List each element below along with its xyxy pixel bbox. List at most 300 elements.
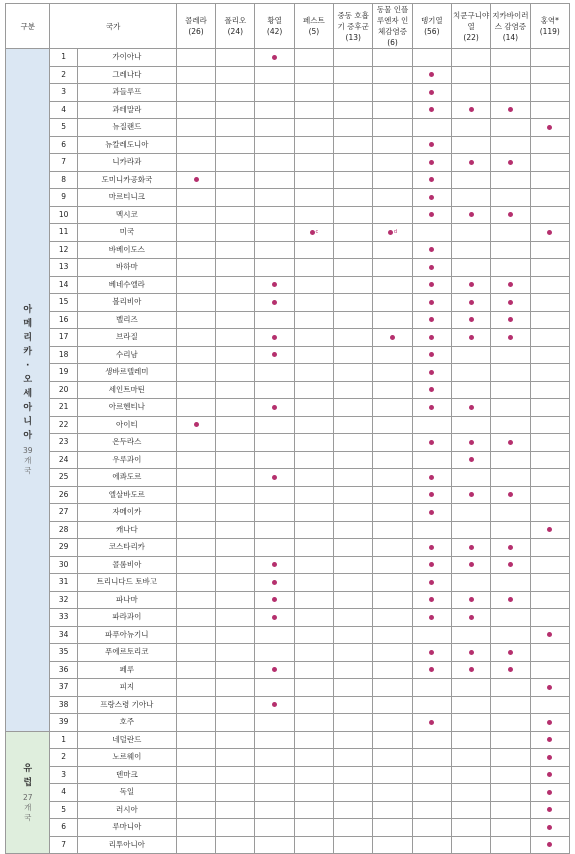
disease-cell <box>491 311 530 329</box>
region-name-char: 세 <box>23 389 33 400</box>
region-name-char: 아 <box>23 305 33 316</box>
disease-cell <box>373 381 412 399</box>
disease-cell <box>334 189 373 207</box>
row-number: 19 <box>50 364 77 382</box>
disease-cell <box>412 469 451 487</box>
disease-cell <box>294 731 333 749</box>
disease-cell <box>412 136 451 154</box>
table-row <box>6 626 570 644</box>
disease-cell <box>530 556 569 574</box>
disease-cell <box>491 486 530 504</box>
disease-cell <box>491 294 530 312</box>
table-row <box>6 504 570 522</box>
disease-cell <box>255 136 294 154</box>
country-name: 베네수엘라 <box>77 276 176 294</box>
disease-cell <box>176 259 215 277</box>
disease-cell <box>451 661 490 679</box>
disease-cell <box>451 451 490 469</box>
disease-cell <box>176 696 215 714</box>
disease-cell <box>373 609 412 627</box>
disease-cell <box>491 469 530 487</box>
disease-count: (22) <box>463 32 479 42</box>
occurrence-dot-icon <box>429 282 434 287</box>
country-name: 과들루프 <box>77 84 176 102</box>
disease-cell <box>176 49 215 67</box>
disease-cell <box>491 644 530 662</box>
disease-cell <box>294 766 333 784</box>
disease-cell <box>530 399 569 417</box>
disease-cell <box>216 609 255 627</box>
occurrence-dot-icon <box>429 317 434 322</box>
table-row <box>6 66 570 84</box>
disease-cell <box>216 346 255 364</box>
disease-cell <box>412 311 451 329</box>
disease-cell <box>373 556 412 574</box>
disease-cell <box>176 556 215 574</box>
disease-cell <box>412 119 451 137</box>
disease-cell <box>176 469 215 487</box>
disease-cell <box>491 661 530 679</box>
region-count <box>6 793 49 823</box>
table-row <box>6 574 570 592</box>
row-number: 39 <box>50 714 77 732</box>
disease-cell <box>216 591 255 609</box>
disease-cell <box>255 679 294 697</box>
occurrence-dot-icon <box>429 492 434 497</box>
occurrence-dot-icon <box>429 142 434 147</box>
disease-cell <box>373 329 412 347</box>
table-row <box>6 819 570 837</box>
occurrence-dot-icon <box>508 282 513 287</box>
disease-cell <box>373 136 412 154</box>
country-name: 생바르텔레미 <box>77 364 176 382</box>
disease-cell <box>294 574 333 592</box>
row-number: 16 <box>50 311 77 329</box>
disease-cell <box>491 259 530 277</box>
disease-cell <box>334 539 373 557</box>
disease-cell <box>373 49 412 67</box>
row-number: 2 <box>50 749 77 767</box>
disease-cell <box>530 836 569 854</box>
disease-cell <box>294 679 333 697</box>
disease-cell <box>530 731 569 749</box>
table-row <box>6 381 570 399</box>
row-number: 28 <box>50 521 77 539</box>
disease-cell <box>294 399 333 417</box>
disease-cell <box>334 521 373 539</box>
occurrence-dot-icon <box>429 177 434 182</box>
disease-cell <box>412 766 451 784</box>
country-name: 페루 <box>77 661 176 679</box>
disease-cell <box>216 276 255 294</box>
disease-cell <box>412 819 451 837</box>
occurrence-dot-icon <box>429 405 434 410</box>
country-name: 바하마 <box>77 259 176 277</box>
disease-cell <box>491 521 530 539</box>
occurrence-dot-icon <box>272 55 277 60</box>
disease-cell <box>530 714 569 732</box>
disease-cell <box>294 294 333 312</box>
disease-cell <box>176 154 215 172</box>
disease-cell <box>294 259 333 277</box>
disease-cell <box>373 84 412 102</box>
disease-cell <box>491 171 530 189</box>
disease-cell <box>491 591 530 609</box>
disease-cell <box>373 346 412 364</box>
disease-cell <box>334 451 373 469</box>
disease-cell <box>176 136 215 154</box>
table-row <box>6 749 570 767</box>
country-name: 트리니다드 토바고 <box>77 574 176 592</box>
disease-cell <box>176 416 215 434</box>
disease-cell <box>255 714 294 732</box>
disease-cell <box>412 696 451 714</box>
row-number: 11 <box>50 224 77 242</box>
disease-cell <box>491 434 530 452</box>
disease-cell <box>530 696 569 714</box>
disease-cell <box>176 399 215 417</box>
disease-cell <box>412 521 451 539</box>
disease-cell <box>255 154 294 172</box>
country-name: 푸에르토리코 <box>77 644 176 662</box>
disease-cell <box>294 469 333 487</box>
disease-name: 뎅기열 <box>420 16 443 25</box>
disease-cell <box>412 101 451 119</box>
disease-cell <box>530 259 569 277</box>
disease-cell <box>216 259 255 277</box>
disease-cell <box>530 294 569 312</box>
occurrence-dot-icon <box>429 370 434 375</box>
disease-cell <box>176 66 215 84</box>
country-name: 미국 <box>77 224 176 242</box>
disease-cell <box>530 644 569 662</box>
row-number: 15 <box>50 294 77 312</box>
disease-cell <box>412 451 451 469</box>
disease-cell <box>530 276 569 294</box>
country-name: 자메이카 <box>77 504 176 522</box>
occurrence-dot-icon <box>469 405 474 410</box>
row-number: 37 <box>50 679 77 697</box>
disease-cell <box>294 749 333 767</box>
occurrence-dot-icon <box>429 387 434 392</box>
disease-cell <box>451 819 490 837</box>
disease-cell <box>451 836 490 854</box>
disease-cell <box>412 679 451 697</box>
disease-cell <box>412 259 451 277</box>
disease-cell <box>334 469 373 487</box>
row-number: 7 <box>50 836 77 854</box>
disease-country-table <box>5 3 570 854</box>
occurrence-dot-icon <box>547 755 552 760</box>
disease-cell <box>373 486 412 504</box>
table-body <box>6 49 570 854</box>
region-name <box>6 762 49 790</box>
occurrence-dot-icon <box>429 335 434 340</box>
disease-cell <box>412 434 451 452</box>
disease-cell <box>451 469 490 487</box>
occurrence-dot-icon <box>429 300 434 305</box>
disease-cell <box>451 206 490 224</box>
disease-cell <box>176 626 215 644</box>
table-row <box>6 521 570 539</box>
disease-cell <box>255 171 294 189</box>
disease-cell <box>216 434 255 452</box>
disease-cell <box>294 696 333 714</box>
row-number: 17 <box>50 329 77 347</box>
disease-cell <box>491 189 530 207</box>
disease-name: 콜레라 <box>185 16 207 25</box>
occurrence-dot-icon <box>469 457 474 462</box>
row-number: 4 <box>50 784 77 802</box>
disease-cell <box>491 276 530 294</box>
disease-cell <box>334 294 373 312</box>
disease-cell <box>451 136 490 154</box>
disease-cell <box>216 66 255 84</box>
disease-cell <box>530 679 569 697</box>
disease-cell <box>412 626 451 644</box>
disease-cell <box>491 749 530 767</box>
occurrence-dot-icon <box>429 195 434 200</box>
disease-cell <box>373 276 412 294</box>
disease-cell <box>255 451 294 469</box>
occurrence-dot-icon <box>194 422 199 427</box>
disease-name: 지카바이러스 감염증 <box>492 10 529 31</box>
disease-cell <box>451 556 490 574</box>
disease-cell <box>334 101 373 119</box>
disease-cell <box>334 504 373 522</box>
region-header: 구분 <box>6 4 50 49</box>
disease-cell <box>412 574 451 592</box>
disease-cell <box>451 66 490 84</box>
disease-cell <box>491 101 530 119</box>
occurrence-dot-icon <box>429 160 434 165</box>
occurrence-dot-icon <box>469 300 474 305</box>
disease-cell <box>530 819 569 837</box>
disease-cell <box>216 836 255 854</box>
disease-cell <box>216 101 255 119</box>
disease-cell <box>334 311 373 329</box>
disease-cell <box>176 101 215 119</box>
disease-cell <box>412 801 451 819</box>
region-name-char: · <box>26 361 30 372</box>
occurrence-dot-icon <box>469 545 474 550</box>
disease-cell <box>294 171 333 189</box>
disease-cell <box>176 661 215 679</box>
disease-cell <box>216 784 255 802</box>
table-row <box>6 84 570 102</box>
occurrence-dot-icon <box>547 720 552 725</box>
disease-cell <box>530 661 569 679</box>
row-number: 35 <box>50 644 77 662</box>
disease-cell <box>176 539 215 557</box>
disease-cell <box>451 49 490 67</box>
disease-cell <box>491 696 530 714</box>
disease-cell <box>530 539 569 557</box>
occurrence-dot-icon <box>469 650 474 655</box>
occurrence-dot-icon <box>508 667 513 672</box>
disease-cell <box>451 416 490 434</box>
disease-cell <box>491 66 530 84</box>
region-count-char: 27 <box>22 792 33 802</box>
occurrence-dot-icon <box>547 825 552 830</box>
disease-cell <box>176 731 215 749</box>
disease-cell <box>412 276 451 294</box>
disease-cell <box>530 241 569 259</box>
country-name: 엘살바도르 <box>77 486 176 504</box>
disease-cell <box>373 66 412 84</box>
region-name-char: 럽 <box>23 777 33 788</box>
disease-cell <box>373 801 412 819</box>
disease-cell <box>294 801 333 819</box>
table-row <box>6 206 570 224</box>
disease-cell <box>294 311 333 329</box>
disease-cell <box>530 749 569 767</box>
row-number: 20 <box>50 381 77 399</box>
disease-cell <box>334 784 373 802</box>
country-name: 바베이도스 <box>77 241 176 259</box>
disease-cell <box>412 49 451 67</box>
table-row <box>6 836 570 854</box>
disease-cell <box>216 749 255 767</box>
disease-cell <box>491 731 530 749</box>
disease-cell <box>373 504 412 522</box>
disease-cell <box>294 451 333 469</box>
disease-name: 치쿤구니야열 <box>453 10 490 31</box>
disease-cell <box>530 521 569 539</box>
disease-cell <box>216 399 255 417</box>
table-row <box>6 591 570 609</box>
occurrence-dot-icon <box>547 685 552 690</box>
disease-cell <box>491 224 530 242</box>
disease-cell <box>412 189 451 207</box>
disease-cell <box>334 84 373 102</box>
disease-cell <box>176 644 215 662</box>
table-row <box>6 241 570 259</box>
occurrence-dot-icon <box>469 562 474 567</box>
disease-cell <box>216 766 255 784</box>
row-number: 32 <box>50 591 77 609</box>
disease-cell <box>255 609 294 627</box>
footnote-mark: c <box>315 229 319 236</box>
row-number: 9 <box>50 189 77 207</box>
table-row <box>6 276 570 294</box>
table-row <box>6 224 570 242</box>
occurrence-dot-icon <box>272 335 277 340</box>
disease-cell <box>491 836 530 854</box>
disease-cell <box>451 119 490 137</box>
disease-cell <box>176 609 215 627</box>
disease-cell <box>334 434 373 452</box>
disease-cell <box>530 364 569 382</box>
disease-cell <box>491 119 530 137</box>
disease-cell <box>176 294 215 312</box>
row-number: 2 <box>50 66 77 84</box>
disease-cell <box>294 434 333 452</box>
table-row <box>6 259 570 277</box>
disease-cell <box>255 259 294 277</box>
occurrence-dot-icon <box>469 317 474 322</box>
occurrence-dot-icon <box>547 790 552 795</box>
occurrence-dot-icon <box>429 597 434 602</box>
occurrence-dot-icon <box>469 160 474 165</box>
disease-cell <box>373 434 412 452</box>
disease-count: (119) <box>539 27 560 36</box>
disease-cell <box>176 504 215 522</box>
disease-cell <box>176 486 215 504</box>
disease-cell <box>294 49 333 67</box>
table-row <box>6 644 570 662</box>
disease-count: (26) <box>188 27 204 36</box>
table-row <box>6 101 570 119</box>
disease-cell <box>412 294 451 312</box>
disease-cell <box>451 731 490 749</box>
row-number: 38 <box>50 696 77 714</box>
disease-cell <box>294 609 333 627</box>
row-number: 14 <box>50 276 77 294</box>
disease-cell <box>373 224 412 242</box>
disease-cell <box>176 364 215 382</box>
country-name: 프랑스령 기아나 <box>77 696 176 714</box>
disease-cell <box>294 364 333 382</box>
region-name-char: 카 <box>23 347 33 358</box>
row-number: 10 <box>50 206 77 224</box>
disease-cell <box>334 224 373 242</box>
disease-count: (56) <box>424 27 440 36</box>
disease-cell <box>255 311 294 329</box>
disease-cell <box>412 591 451 609</box>
disease-cell <box>216 626 255 644</box>
disease-cell <box>334 206 373 224</box>
disease-cell <box>294 241 333 259</box>
disease-cell <box>216 801 255 819</box>
row-number: 3 <box>50 84 77 102</box>
region-count-char: 국 <box>24 812 32 822</box>
occurrence-dot-icon <box>429 212 434 217</box>
country-name: 마르티니크 <box>77 189 176 207</box>
disease-cell <box>255 241 294 259</box>
disease-cell <box>176 189 215 207</box>
disease-cell <box>451 276 490 294</box>
disease-cell <box>216 679 255 697</box>
disease-cell <box>216 171 255 189</box>
disease-cell <box>255 591 294 609</box>
occurrence-dot-icon <box>272 562 277 567</box>
occurrence-dot-icon <box>508 160 513 165</box>
occurrence-dot-icon <box>429 720 434 725</box>
disease-cell <box>373 294 412 312</box>
country-name: 파라과이 <box>77 609 176 627</box>
occurrence-dot-icon <box>547 527 552 532</box>
disease-cell <box>451 259 490 277</box>
row-number: 33 <box>50 609 77 627</box>
occurrence-dot-icon <box>194 177 199 182</box>
table-row <box>6 311 570 329</box>
disease-cell <box>334 241 373 259</box>
disease-cell <box>451 749 490 767</box>
disease-cell <box>412 84 451 102</box>
disease-cell <box>294 521 333 539</box>
disease-cell <box>451 766 490 784</box>
disease-cell <box>216 644 255 662</box>
table-row <box>6 661 570 679</box>
disease-header <box>334 4 373 49</box>
occurrence-dot-icon <box>272 352 277 357</box>
disease-cell <box>491 451 530 469</box>
occurrence-dot-icon <box>429 667 434 672</box>
disease-cell <box>216 224 255 242</box>
disease-cell <box>412 731 451 749</box>
table-row <box>6 801 570 819</box>
